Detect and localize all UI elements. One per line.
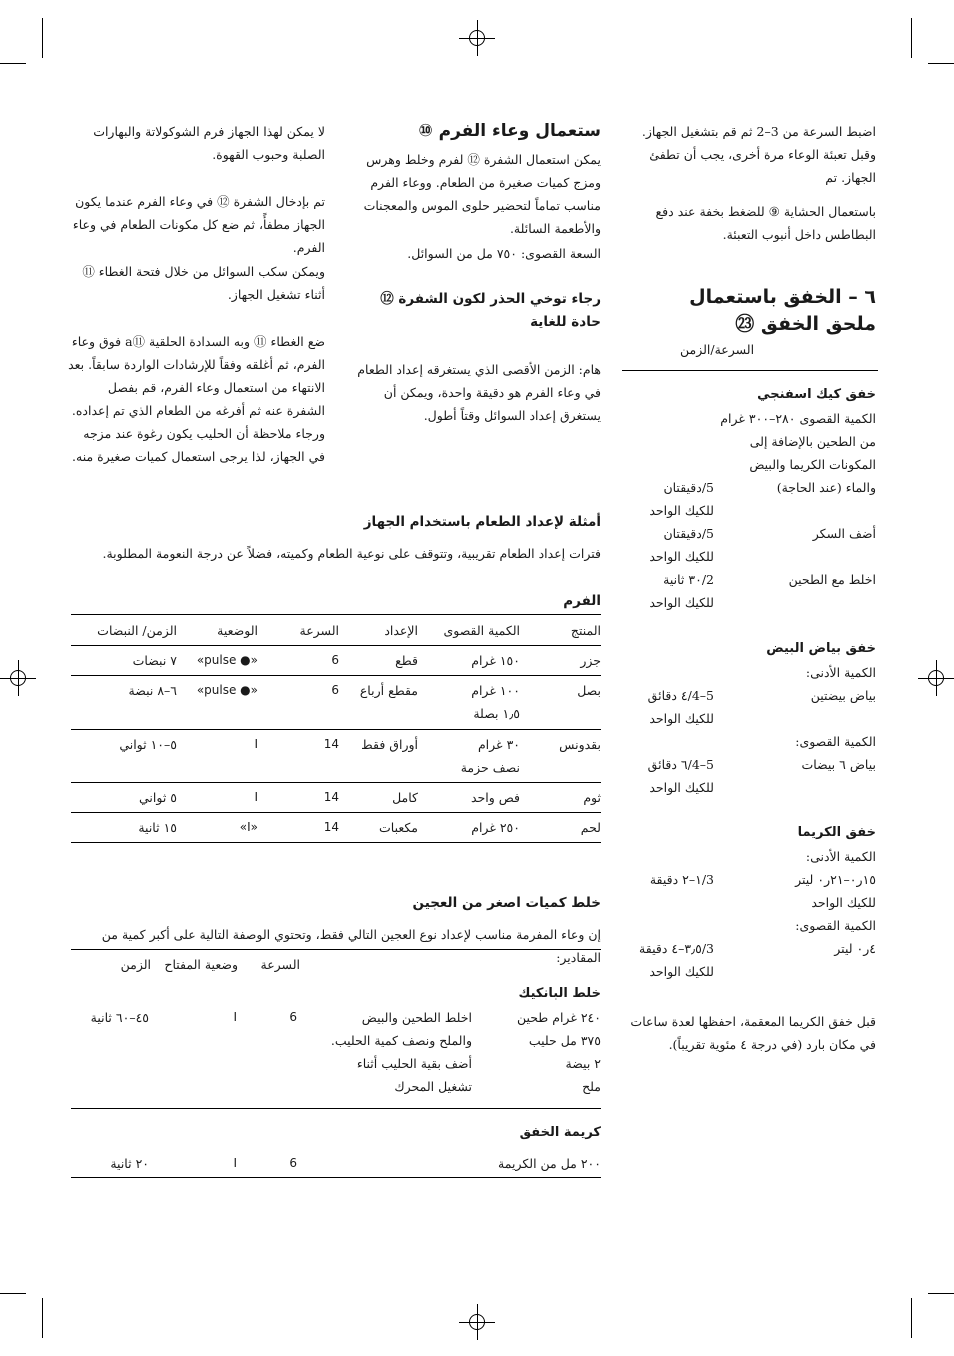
table-rule <box>71 645 601 646</box>
cream-value: للكيك الواحد <box>649 964 714 979</box>
eggwhite-value: 5–4/٤ دقائق <box>647 688 714 703</box>
sponge-label: أضف السكر <box>812 526 876 541</box>
sponge-title: خفق كيك اسفنجي <box>757 387 876 402</box>
sponge-value: 5/دقيقتان <box>663 480 714 495</box>
table-cell: مقطع أرباع <box>359 683 418 698</box>
whipping-cream-mode: I <box>233 1156 237 1170</box>
warning-title-line-2: حادة للغاية <box>530 314 601 330</box>
pancake-ingredient: ٢٤٠ غرام طحين <box>516 1010 601 1025</box>
crop-mark <box>911 1298 912 1338</box>
col-header-product: المنتج <box>570 623 601 638</box>
crop-mark <box>0 1293 26 1294</box>
pancake-ingredient: ٣٧٥ مل حليب <box>528 1033 601 1048</box>
table-cell: ٢٥٠ غرام <box>471 820 520 835</box>
table-cell: 14 <box>323 820 339 834</box>
whipping-cream-time: ٢٠ ثانية <box>110 1156 149 1171</box>
table-rule <box>71 614 601 615</box>
pusher-paragraph: باستعمال الحشاية ⑨ للضغط بخفة عند دفع البطاطس داخل أنبوب التعبئة. <box>655 204 876 242</box>
col-header-speed: السرعة <box>299 623 339 638</box>
eggwhite-label: بياض ٦ بيضات <box>801 757 876 772</box>
col-header-prep: الإعداد <box>384 623 418 638</box>
table-cell: بصل <box>577 683 601 698</box>
cream-label: ٤ر٠ ليتر <box>834 941 876 956</box>
sponge-label: المكونات الكريما والبيض <box>749 457 876 472</box>
table-cell: 14 <box>323 737 339 751</box>
table-rule <box>71 812 601 813</box>
table-cell: ٧ نبضات <box>132 653 177 668</box>
sponge-label: اخلط مع الطحين <box>788 572 876 587</box>
chopper-bowl-title: ستعمال وعاء الفرم ⑩ <box>418 121 601 141</box>
pancake-step: أضف بقية الحليب أثناء <box>356 1056 472 1071</box>
table-rule <box>71 729 601 730</box>
table-cell: ٦–٨ نبضة <box>128 683 177 698</box>
eggwhite-label: الكمية القصوى: <box>795 734 876 749</box>
whipping-cream-title: كريمة الخفق <box>519 1125 601 1140</box>
cream-label: ١٥ر٠–٢١ر٠ ليتر <box>795 872 876 887</box>
crop-mark <box>42 1298 43 1338</box>
table-cell: I <box>254 737 258 751</box>
table-cell: أوراق فقط <box>361 737 418 752</box>
dough-intro: إن وعاء المفرمة مناسب لإعداد نوع العجين التالي فقط، وتحتوي الوصفة التالية على أكبر كمية من المقادير: <box>101 927 601 965</box>
table-cell: جزر <box>580 653 601 668</box>
cream-note: قبل خفق الكريما المعقمة، احفظها لعدة ساعات في مكان بارد (في درجة ٤ مئوية تقريباً). <box>630 1014 876 1052</box>
crop-mark <box>42 18 43 58</box>
divider <box>622 370 878 371</box>
table-cell: 14 <box>323 790 339 804</box>
warning-title: رجاء توخي الحذر لكون الشفرة ⑫ <box>380 291 601 307</box>
left-paragraph: لا يمكن لهذا الجهاز فرم الشوكولاتة والبهارات الصلبة وحبوب القهوة. <box>93 124 325 162</box>
section-title: ٦ – الخفق باستعمال <box>689 286 876 308</box>
sponge-value: للكيك الواحد <box>649 503 714 518</box>
dough-header-time: الزمن <box>120 957 151 972</box>
cream-label: الكمية القصوى: <box>795 918 876 933</box>
pancake-step: اخلط الطحين والبيض <box>361 1010 472 1025</box>
registration-mark <box>459 20 495 56</box>
table-cell: «● pulse» <box>196 683 258 697</box>
speed-time-header: السرعة/الزمن <box>680 342 755 357</box>
left-paragraph: ويمكن سكب السوائل من خلال فتحة الغطاء ⑪ أثناء تشغيل الجهاز. <box>82 264 325 302</box>
table-rule <box>71 675 601 676</box>
table-cell: «● pulse» <box>196 653 258 667</box>
table-rule <box>71 949 601 950</box>
table-cell: I <box>254 790 258 804</box>
table-cell: ١٥٠ غرام <box>471 653 520 668</box>
table-cell: فص واحد <box>470 790 520 805</box>
important-note: هام: الزمن الأقصى الذي يستغرقه إعداد الطعام في وعاء الفرم هو دقيقة واحدة، ويمكن أن يستغرق إعداد السوائل وقتاً أطول. <box>357 362 601 423</box>
pancake-step: تشغيل المحرك <box>394 1079 472 1094</box>
sponge-value: للكيك الواحد <box>649 549 714 564</box>
table-cell: لحم <box>580 820 601 835</box>
table-rule <box>71 1177 601 1178</box>
chopping-title: الفرم <box>563 593 601 609</box>
table-rule <box>71 1108 601 1109</box>
crop-mark <box>911 18 912 58</box>
dough-header-mode: وضعية المفتاح <box>164 957 238 972</box>
table-cell: بقدونس <box>559 737 601 752</box>
intro-paragraph: اضبط السرعة من 3–2 ثم قم بتشغيل الجهاز. وقبل تعبئة الوعاء مرة أخرى، يجب أن تطفئ الجهاز. تم <box>641 124 876 185</box>
eggwhite-label: الكمية الأدنى: <box>805 665 876 680</box>
pancake-time: ٤٥–٦٠ ثانية <box>90 1010 149 1025</box>
table-cell: نصف حزمة <box>460 760 520 775</box>
crop-mark <box>928 1293 954 1294</box>
pancake-step: والملح ونصف كمية الحليب. <box>330 1033 472 1048</box>
crop-mark <box>0 63 26 64</box>
sponge-label: الكمية القصوى ٢٨٠–٣٠٠ غرام <box>720 411 876 426</box>
sponge-value: 2/٣٠ ثانية <box>663 572 714 587</box>
chopper-paragraph: يمكن استعمال الشفرة ⑫ لفرم وخلط وهرس ومزج كميات صغيرة من الطعام. ووعاء الفرم مناسب تماماً لتحضير حلوى الموس والمعجنات والأطعمة السائلة. <box>363 152 601 236</box>
cream-label: للكيك الواحد <box>811 895 876 910</box>
crop-mark <box>928 63 954 64</box>
table-cell: ٥ ثواني <box>139 790 177 805</box>
col-header-mode: الوضعية <box>217 623 258 638</box>
eggwhite-value: 5–4/٦ دقائق <box>647 757 714 772</box>
table-cell: 6 <box>331 683 339 697</box>
examples-intro: فترات إعداد الطعام تقريبية، وتتوقف على نوعية الطعام وكميته، فضلاً عن درجة النعومة المطلوبة. <box>102 546 601 561</box>
registration-mark <box>918 660 954 696</box>
left-paragraph: تم بإدخال الشفرة ⑫ في وعاء الفرم عندما يكون الجهاز مطفأً، ثم ضع كل مكونات الطعام في وعاء الفرم. <box>72 194 325 255</box>
capacity-text: السعة القصوى: ٧٥٠ مل من السوائل. <box>407 246 601 261</box>
sponge-value: للكيك الواحد <box>649 595 714 610</box>
section-title-line-2: ملحق الخفق ㉓ <box>735 313 876 335</box>
table-rule <box>71 842 601 843</box>
eggwhite-value: للكيك الواحد <box>649 711 714 726</box>
dough-title: خلط كميات اصغر من العجين <box>412 895 601 911</box>
table-cell: قطع <box>395 653 418 668</box>
whipping-cream-ingredient: ٢٠٠ مل من الكريمة <box>498 1156 601 1171</box>
sponge-label: من الطحين بالإضافة إلى <box>749 434 876 449</box>
eggwhite-value: للكيك الواحد <box>649 780 714 795</box>
table-cell: 6 <box>331 653 339 667</box>
pancake-mode: I <box>233 1010 237 1024</box>
table-cell: ١٥ ثانية <box>138 820 177 835</box>
dough-header-speed: السرعة <box>260 957 300 972</box>
col-header-qty: الكمية القصوى <box>443 623 520 638</box>
table-cell: ٥–١٠ ثواني <box>119 737 177 752</box>
examples-title: أمثلة لإعداد الطعام باستخدام الجهاز <box>363 514 601 530</box>
pancake-ingredient: ملح <box>582 1079 601 1094</box>
table-cell: ١٫٥ بصلة <box>473 706 520 721</box>
eggwhite-title: خفق بياض البيض <box>766 641 876 656</box>
left-paragraph: ضع الغطاء ⑪ وبه السدادة الحلقية ⑪a فوق وعاء الفرم، ثم أغلقه وفقاً للإرشادات الواردة سابقاً. بعد الانتهاء من استعمال وعاء الفرم، قم بفصل الشفرة عنه ثم أفرغه من الطعام الذي تم إعداده. ورجاء ملاحظة أن الحليب يكون رغوة عند مزجه في الجهاز، لذا يرجى استعمال كميات صغيرة منه. <box>68 334 325 464</box>
table-rule <box>71 782 601 783</box>
pancake-speed: 6 <box>289 1010 297 1024</box>
cream-title: خفق الكريما <box>797 825 876 840</box>
registration-mark <box>459 1304 495 1340</box>
eggwhite-label: بياض بيضتين <box>810 688 876 703</box>
table-cell: ثوم <box>583 790 601 805</box>
sponge-value: 5/دقيقتان <box>663 526 714 541</box>
cream-value: 3/٣٫٥–٤ دقيقة <box>639 941 714 956</box>
sponge-label: والماء (عند الحاجة) <box>776 480 876 495</box>
table-cell: ٣٠ غرام <box>477 737 520 752</box>
cream-value: 3/١–٢ دقيقة <box>649 872 714 887</box>
whipping-cream-speed: 6 <box>289 1156 297 1170</box>
col-header-time: الزمن/ النبضات <box>97 623 177 638</box>
cream-label: الكمية الأدنى: <box>805 849 876 864</box>
table-cell: «I» <box>239 820 258 834</box>
pancake-ingredient: ٢ بيضة <box>565 1056 601 1071</box>
registration-mark <box>0 660 36 696</box>
table-cell: ١٠٠ غرام <box>471 683 520 698</box>
table-cell: مكعبات <box>379 820 418 835</box>
pancake-title: خلط البانكيك <box>518 986 601 1001</box>
table-cell: كامل <box>392 790 418 805</box>
